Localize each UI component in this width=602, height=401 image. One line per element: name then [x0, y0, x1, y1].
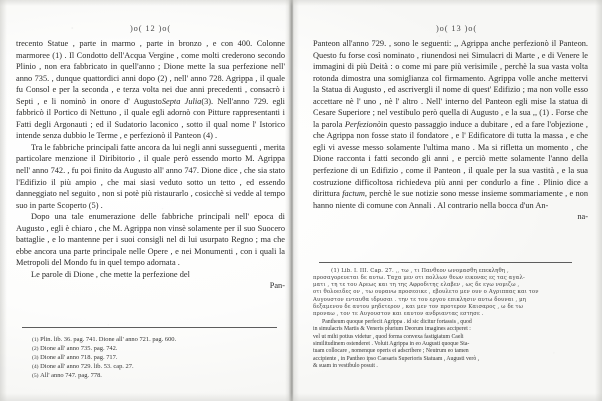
footnote-citation: Lib. I. III. Cap. 27. — [341, 268, 394, 274]
greek-text: ,, τω , τι Πανθεον ωνομασθη επεκληθη , — [395, 268, 509, 274]
latin-footnote-line: accipiente , in Pantheo ipso Caesaris Superioris Statuam , Augusti verò , — [313, 355, 480, 362]
greek-footnote-line: προναω , τον τε Αυγουστον και εαυτον ανδριαντας εστησε . — [313, 310, 484, 317]
footnote-item — [32, 372, 291, 381]
footnote-number: (5) — [32, 372, 39, 379]
latin-footnote-line: & suam in vestibulo posuit . — [313, 362, 378, 369]
left-paragraph-1 — [16, 38, 285, 142]
right-page-running-head: )o( 13 )o( — [435, 24, 478, 33]
left-page-footnotes — [32, 336, 291, 381]
right-italic-factum: factum — [342, 189, 365, 199]
right-footnote-rule — [319, 262, 572, 263]
left-page-body — [16, 38, 285, 292]
footnote-text: All' anno 747. pag. 778. — [40, 371, 102, 379]
latin-footnote-line: vel ut mihi potius videtur , quod forma convexa fastigiatum Caeli — [313, 333, 464, 340]
footnote-number: (1) — [331, 268, 340, 274]
latin-footnote-line: Pantheum quoque perfecit Agrippa . id sic dicitur fortassis , quod — [322, 319, 472, 326]
greek-footnote-line: ματι , τη τε του Αρεως και τη της Αφροδιτης ελαβεν , ως δε εγω νομιζω , — [313, 282, 520, 289]
footnote-number: (2) — [32, 345, 39, 352]
footnote-text: Dione all' anno 735. pag. 742. — [40, 344, 118, 352]
right-italic-perfeziono: Perfezionò — [344, 119, 382, 129]
left-footnote-rule — [22, 327, 277, 328]
left-page-catchword: Pan- — [269, 281, 285, 291]
left-paragraph-1-continued: (3). Nell'anno 729. egli fabbricò il Portico di Nettuno , il quale egli adornò con Pitture rappresentanti i Fatti degli Argonauti ; ed il Sudatorio laconico , sotto il qual nome l' Istorico intende senza dubbio le Terme , e perfezionò il Panteon (4) . — [16, 96, 285, 141]
greek-footnote-line: δεξαμενου δε αυτου μηδετερον , και μεν τον προτερον Καισαρος , ω δε τω — [313, 303, 524, 310]
footnote-text: Dione all' anno 729. lib. 53. cap. 27. — [40, 362, 134, 370]
right-paragraph-1-text: Panteon all'anno 729. , sono le seguenti: ,, Agrippa anche perfezionò il Panteon. Questo fu forse così nominato , riunendosi nei Simulacri di Marte , e di Venere le immagini di più Deità : o come mi pare più verisimile , perchè la sua vasta volta rotonda dimostra una somiglianza col firmamento. Agrippa volle anche mettervi la Statua di Augusto , ed ascrivergli il nome di quest' Edifizio ; ma non volle esso accettare nè l' uno , nè l' altro . Nell' interno del Panteon egli mise la statua di Cesare Superiore ; nel vestibulo però quella di Augusto , e la sua ,, (1) . — [313, 39, 588, 118]
left-paragraph-1-italic: Septa Julia — [161, 96, 202, 106]
right-paragraph-4-text: , perchè le sue notizie sono messe insieme sommariamente , e non hanno niente di comune con Annali . Al contrario nella bocca d'un An- — [313, 189, 588, 210]
latin-footnote-line: tuam collocare , nomenque operis ei adscribere ; Neutrum eo tamen — [313, 348, 469, 355]
footnote-item — [32, 354, 291, 363]
greek-footnote-line: οτι θολοειδες ον , τω ουρανω προσεοικε , εβουλετο μεν ουν ο Αγριππας και τον — [313, 289, 539, 296]
right-page-body — [313, 38, 588, 223]
right-page-footnotes — [313, 268, 592, 370]
left-paragraph-2: Tra le fabbriche principali fatte ancora da lui negli anni susseguenti , merita particolare menzione il Diribitorio , il quale però essendo morto M. Agrippa nell' anno 742. , fu poi finito da Augusto all' anno 747. Dione dice , che sia stato l'Edifizio il più ampio , che mai siasi veduto sotto un tetto , ed essendo danneggiato nel seguito , non si potè più ristaurarlo , cosicchè si vedde al tempo suo in parte Scoperto (5) . — [16, 142, 285, 210]
footnote-item — [32, 345, 291, 354]
latin-footnote-line: similitudinem ostenderet . Voluit Agrippa in eo Augusti quoque Sta- — [313, 340, 470, 347]
footnote-text: Dione all' anno 718. pag. 717. — [40, 353, 118, 361]
greek-footnote-line: Αυγουστον ενταυθα ιδρυσαι . την τε του εργου επικλησιν αυτω δουναι , μη — [313, 296, 527, 303]
footnote-item — [32, 363, 291, 372]
latin-footnote-line: in simulacris Martis & Veneris plurium Deorum imagines acciperet : — [313, 326, 471, 333]
footnote-number: (3) — [32, 354, 39, 361]
footnote-item — [32, 336, 291, 345]
right-page — [301, 0, 602, 401]
right-paragraph-3-text: in questo passaggio induce a dubitare , ed a fare l'objezione , che Agrippa non fosse stato il fondatore , e l' Edificatore di tutta la massa , e che egli vi avesse messo solamente l'ultima mano . Ma si rifletta un momento , che Dione racconta i fatti secondo gli anni , e perciò mette solamente l'anno della perfezione di un Edifizio , come il Panteon , il quale per la sua vastità , e la sua costruzione difficoltosa richiedeva più anni per condurlo a fine . Plinio dice a dirittura — [313, 119, 588, 199]
greek-footnote-line: προσαγορευεται δε αυτω. Ταχα μεν οτι πολλων θεων εικονας ες τας αγαλ- — [313, 275, 525, 282]
left-page-running-head: )o( 12 )o( — [129, 24, 172, 33]
left-paragraph-3: Dopo una tale enumerazione delle fabbriche principali nell' epoca di Augusto , egli è chiaro , che M. Agrippa non vinsè solamente per il suo Suocero battaglie , e lo mantenne per i suoi consigli nel di lui usurpato Regno ; ma che ebbe ancora una parte principale nelle Opere , e nei Monumenti , con i quali la Metropoli del Mondo fu in quel tempo adornata . — [16, 212, 285, 268]
right-paragraph-1 — [313, 38, 588, 211]
left-paragraph-4: Le parole di Dione , che mette la perfezione del — [31, 269, 190, 279]
left-paragraph-1-text: trecento Statue , parte in marmo , parte in bronzo , e con 400. Colonne marmoree (1) . Il Condotto dell'Acqua Vergine , come molti crederono secondo Plinio , non era fabbricato in quell'anno ; Dione mette la sua perfezione nell' anno 735. , dunque quattordici anni dopo (2) , nell' anno 728. Agrippa , il quale fu Consol e per la seconda , e terza volta nei due anni precedenti , consacrò i Septi , e li nominò in onore d' Augusto — [16, 39, 285, 106]
footnote-text: Plin. lib. 36. pag. 741. Dione all' anno 721. pag. 600. — [40, 336, 177, 343]
right-paragraph-2-lead: Forse che la parola — [313, 108, 588, 129]
footnote-number: (1) — [32, 337, 39, 343]
right-page-catchword: na- — [577, 212, 588, 222]
greek-footnote-line — [313, 268, 592, 275]
footnote-number: (4) — [32, 363, 39, 370]
